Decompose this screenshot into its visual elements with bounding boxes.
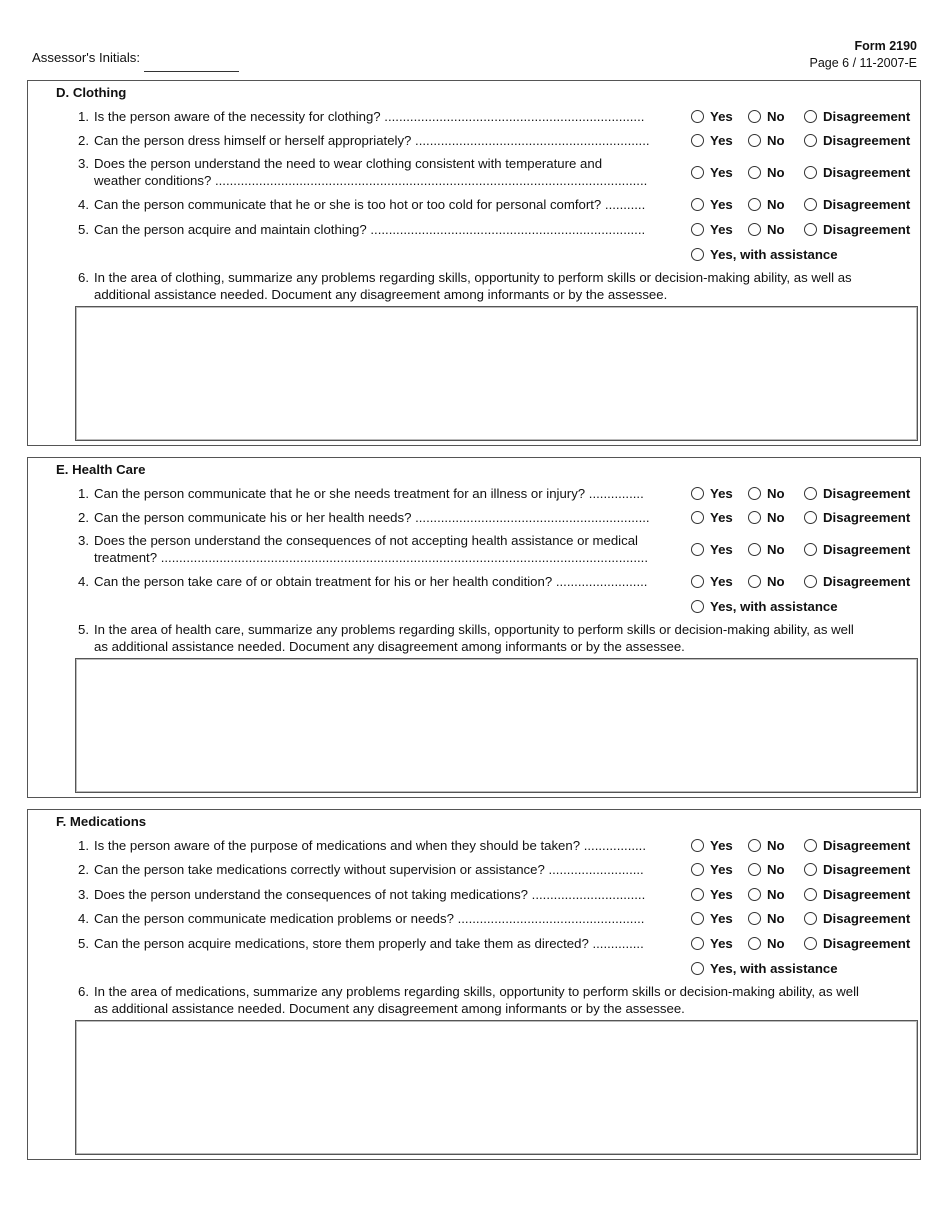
yes-label: Yes	[710, 109, 733, 124]
radio-circle-icon	[804, 839, 817, 852]
question-row	[78, 911, 682, 928]
yes-with-assistance-label: Yes, with assistance	[710, 599, 838, 614]
no-label: No	[767, 838, 785, 853]
answer-options	[691, 133, 919, 151]
summary-text-continued: as additional assistance needed. Document any disagreement among informants or by the assessee.	[94, 638, 685, 654]
disagreement-label: Disagreement	[823, 197, 911, 212]
summary-text: In the area of health care, summarize any problems regarding skills, opportunity to perform skills or decision-making ability, as well	[94, 622, 854, 637]
disagreement-label: Disagreement	[823, 109, 911, 124]
radio-circle-icon	[804, 912, 817, 925]
disagreement-radio[interactable]	[804, 887, 910, 902]
radio-circle-icon	[691, 912, 704, 925]
no-label: No	[767, 510, 785, 525]
radio-circle-icon	[691, 600, 704, 613]
yes-label: Yes	[710, 911, 733, 926]
no-radio[interactable]	[748, 911, 785, 926]
yes-label: Yes	[710, 574, 733, 589]
question-number: 1.	[78, 838, 89, 853]
radio-circle-icon	[691, 487, 704, 500]
disagreement-label: Disagreement	[823, 911, 911, 926]
disagreement-radio[interactable]	[804, 165, 910, 180]
radio-circle-icon	[748, 575, 761, 588]
question-text-continued: treatment? .....................................................................................................................................	[94, 549, 649, 565]
yes-label: Yes	[710, 197, 733, 212]
summary-text: In the area of clothing, summarize any problems regarding skills, opportunity to perform skills or decision-making ability, as well as	[94, 270, 852, 285]
question-text: Can the person communicate his or her health needs? ................................................................	[94, 510, 650, 525]
radio-circle-icon	[748, 110, 761, 123]
question-row	[78, 574, 682, 591]
question-row	[78, 838, 682, 855]
no-label: No	[767, 862, 785, 877]
disagreement-label: Disagreement	[823, 887, 911, 902]
disagreement-label: Disagreement	[823, 133, 911, 148]
yes-with-assistance-radio[interactable]	[691, 599, 838, 614]
yes-radio[interactable]	[691, 510, 733, 525]
answer-options	[691, 510, 919, 528]
radio-circle-icon	[748, 543, 761, 556]
no-radio[interactable]	[748, 936, 785, 951]
no-label: No	[767, 197, 785, 212]
answer-options	[691, 838, 919, 856]
radio-circle-icon	[691, 888, 704, 901]
radio-circle-icon	[691, 110, 704, 123]
no-label: No	[767, 165, 785, 180]
medications-summary-textarea[interactable]	[75, 1020, 918, 1155]
yes-label: Yes	[710, 862, 733, 877]
answer-options	[691, 936, 919, 954]
question-text: Can the person acquire medications, store them properly and take them as directed? ..............	[94, 936, 644, 951]
radio-circle-icon	[804, 511, 817, 524]
summary-prompt	[78, 622, 908, 655]
yes-label: Yes	[710, 887, 733, 902]
radio-circle-icon	[691, 198, 704, 211]
yes-radio[interactable]	[691, 197, 733, 212]
no-radio[interactable]	[748, 838, 785, 853]
radio-circle-icon	[691, 962, 704, 975]
disagreement-radio[interactable]	[804, 838, 910, 853]
question-text: Does the person understand the need to wear clothing consistent with temperature and	[94, 156, 603, 171]
health-care-summary-textarea[interactable]	[75, 658, 918, 793]
radio-circle-icon	[691, 248, 704, 261]
radio-circle-icon	[691, 223, 704, 236]
no-label: No	[767, 133, 785, 148]
disagreement-radio[interactable]	[804, 222, 910, 237]
no-radio[interactable]	[748, 165, 785, 180]
yes-radio[interactable]	[691, 109, 733, 124]
radio-circle-icon	[691, 937, 704, 950]
disagreement-label: Disagreement	[823, 486, 911, 501]
yes-with-assistance-radio[interactable]	[691, 961, 838, 976]
no-radio[interactable]	[748, 862, 785, 877]
question-number: 2.	[78, 133, 89, 148]
yes-radio[interactable]	[691, 838, 733, 853]
assessor-initials-field[interactable]	[144, 51, 239, 72]
radio-circle-icon	[748, 198, 761, 211]
question-text-continued: weather conditions? ......................................................................................................................	[94, 172, 648, 188]
radio-circle-icon	[748, 863, 761, 876]
yes-radio[interactable]	[691, 936, 733, 951]
no-radio[interactable]	[748, 510, 785, 525]
yes-label: Yes	[710, 222, 733, 237]
question-number: 4.	[78, 574, 89, 589]
question-row	[78, 533, 682, 566]
question-text: Can the person communicate medication problems or needs? ...................................................	[94, 911, 645, 926]
section-title: D. Clothing	[56, 85, 127, 100]
no-label: No	[767, 574, 785, 589]
section-title: F. Medications	[56, 814, 147, 829]
disagreement-label: Disagreement	[823, 838, 911, 853]
disagreement-radio[interactable]	[804, 109, 910, 124]
disagreement-label: Disagreement	[823, 165, 911, 180]
section-health-care	[27, 457, 921, 798]
disagreement-label: Disagreement	[823, 862, 911, 877]
summary-text-continued: additional assistance needed. Document any disagreement among informants or by the assessee.	[94, 286, 668, 302]
answer-options	[691, 887, 919, 905]
radio-circle-icon	[691, 511, 704, 524]
question-number: 5.	[78, 936, 89, 951]
assessor-initials-label: Assessor's Initials:	[32, 50, 141, 65]
radio-circle-icon	[691, 863, 704, 876]
yes-label: Yes	[710, 510, 733, 525]
disagreement-label: Disagreement	[823, 574, 911, 589]
yes-label: Yes	[710, 165, 733, 180]
radio-circle-icon	[748, 134, 761, 147]
question-text: Can the person communicate that he or she needs treatment for an illness or injury? ...............	[94, 486, 644, 501]
radio-circle-icon	[691, 543, 704, 556]
answer-options	[691, 862, 919, 880]
question-number: 5.	[78, 222, 89, 237]
no-radio[interactable]	[748, 574, 785, 589]
yes-radio[interactable]	[691, 542, 733, 557]
yes-label: Yes	[710, 486, 733, 501]
no-radio[interactable]	[748, 109, 785, 124]
radio-circle-icon	[748, 166, 761, 179]
yes-radio[interactable]	[691, 574, 733, 589]
disagreement-radio[interactable]	[804, 574, 910, 589]
question-number: 3.	[78, 887, 89, 902]
question-number: 6.	[78, 270, 89, 285]
question-text: Can the person acquire and maintain clothing? ...........................................................................	[94, 222, 646, 237]
summary-prompt	[78, 984, 908, 1017]
disagreement-radio[interactable]	[804, 197, 910, 212]
radio-circle-icon	[804, 888, 817, 901]
yes-radio[interactable]	[691, 887, 733, 902]
form-id	[810, 38, 917, 72]
question-row	[78, 486, 682, 503]
radio-circle-icon	[691, 166, 704, 179]
radio-circle-icon	[748, 223, 761, 236]
summary-prompt	[78, 270, 908, 303]
radio-circle-icon	[804, 110, 817, 123]
disagreement-label: Disagreement	[823, 510, 911, 525]
answer-options	[691, 109, 919, 127]
no-radio[interactable]	[748, 197, 785, 212]
disagreement-radio[interactable]	[804, 486, 910, 501]
radio-circle-icon	[748, 511, 761, 524]
radio-circle-icon	[691, 839, 704, 852]
radio-circle-icon	[804, 487, 817, 500]
disagreement-radio[interactable]	[804, 911, 910, 926]
question-number: 4.	[78, 197, 89, 212]
yes-label: Yes	[710, 838, 733, 853]
no-label: No	[767, 887, 785, 902]
radio-circle-icon	[748, 912, 761, 925]
question-text: Does the person understand the consequences of not accepting health assistance or medical	[94, 533, 638, 548]
assessor-initials	[32, 50, 239, 72]
question-text: Is the person aware of the necessity for clothing? .......................................................................	[94, 109, 645, 124]
question-number: 5.	[78, 622, 89, 637]
question-number: 4.	[78, 911, 89, 926]
no-label: No	[767, 542, 785, 557]
radio-circle-icon	[804, 198, 817, 211]
radio-circle-icon	[804, 166, 817, 179]
radio-circle-icon	[748, 888, 761, 901]
question-row	[78, 862, 682, 879]
disagreement-label: Disagreement	[823, 936, 911, 951]
yes-radio[interactable]	[691, 222, 733, 237]
radio-circle-icon	[804, 575, 817, 588]
question-row	[78, 936, 682, 953]
answer-options-assist	[691, 247, 919, 265]
yes-radio[interactable]	[691, 486, 733, 501]
radio-circle-icon	[691, 134, 704, 147]
radio-circle-icon	[804, 937, 817, 950]
no-label: No	[767, 936, 785, 951]
disagreement-radio[interactable]	[804, 862, 910, 877]
radio-circle-icon	[748, 839, 761, 852]
question-text: Can the person take care of or obtain treatment for his or her health condition? .........................	[94, 574, 648, 589]
question-row	[78, 510, 682, 527]
no-radio[interactable]	[748, 486, 785, 501]
disagreement-label: Disagreement	[823, 222, 911, 237]
question-number: 1.	[78, 486, 89, 501]
question-text: Does the person understand the consequences of not taking medications? ...............................	[94, 887, 646, 902]
no-label: No	[767, 911, 785, 926]
disagreement-radio[interactable]	[804, 936, 910, 951]
yes-with-assistance-label: Yes, with assistance	[710, 247, 838, 262]
question-text: Is the person aware of the purpose of medications and when they should be taken? .................	[94, 838, 647, 853]
section-clothing	[27, 80, 921, 446]
clothing-summary-textarea[interactable]	[75, 306, 918, 441]
question-row	[78, 197, 682, 214]
no-label: No	[767, 486, 785, 501]
answer-options	[691, 197, 919, 215]
answer-options	[691, 486, 919, 504]
question-text: Can the person dress himself or herself appropriately? ................................................................	[94, 133, 650, 148]
radio-circle-icon	[804, 223, 817, 236]
radio-circle-icon	[748, 487, 761, 500]
radio-circle-icon	[804, 863, 817, 876]
question-text: Can the person take medications correctly without supervision or assistance? ..........................	[94, 862, 644, 877]
section-title: E. Health Care	[56, 462, 146, 477]
yes-radio[interactable]	[691, 862, 733, 877]
question-number: 1.	[78, 109, 89, 124]
disagreement-radio[interactable]	[804, 133, 910, 148]
summary-text-continued: as additional assistance needed. Document any disagreement among informants or by the assessee.	[94, 1000, 685, 1016]
question-row	[78, 133, 682, 150]
question-row	[78, 156, 682, 189]
no-radio[interactable]	[748, 887, 785, 902]
yes-with-assistance-label: Yes, with assistance	[710, 961, 838, 976]
yes-label: Yes	[710, 936, 733, 951]
question-number: 2.	[78, 510, 89, 525]
form-number: Form 2190	[854, 39, 917, 53]
yes-with-assistance-radio[interactable]	[691, 247, 838, 262]
section-medications	[27, 809, 921, 1160]
yes-radio[interactable]	[691, 911, 733, 926]
answer-options	[691, 542, 919, 560]
no-label: No	[767, 222, 785, 237]
no-radio[interactable]	[748, 133, 785, 148]
answer-options	[691, 911, 919, 929]
page-info: Page 6 / 11-2007-E	[809, 56, 917, 70]
radio-circle-icon	[748, 937, 761, 950]
answer-options-assist	[691, 599, 919, 617]
answer-options	[691, 574, 919, 592]
no-radio[interactable]	[748, 222, 785, 237]
radio-circle-icon	[691, 575, 704, 588]
question-text: Can the person communicate that he or she is too hot or too cold for personal comfort? ...........	[94, 197, 646, 212]
question-number: 6.	[78, 984, 89, 999]
answer-options	[691, 165, 919, 183]
answer-options-assist	[691, 961, 919, 979]
summary-text: In the area of medications, summarize any problems regarding skills, opportunity to perform skills or decision-making ability, as well	[94, 984, 859, 999]
radio-circle-icon	[804, 134, 817, 147]
disagreement-radio[interactable]	[804, 510, 910, 525]
yes-label: Yes	[710, 542, 733, 557]
question-row	[78, 887, 682, 904]
question-number: 2.	[78, 862, 89, 877]
no-label: No	[767, 109, 785, 124]
yes-label: Yes	[710, 133, 733, 148]
question-row	[78, 222, 682, 239]
radio-circle-icon	[804, 543, 817, 556]
question-number: 3.	[78, 533, 89, 548]
question-number: 3.	[78, 156, 89, 171]
question-row	[78, 109, 682, 126]
disagreement-label: Disagreement	[823, 542, 911, 557]
yes-radio[interactable]	[691, 165, 733, 180]
answer-options	[691, 222, 919, 240]
yes-radio[interactable]	[691, 133, 733, 148]
no-radio[interactable]	[748, 542, 785, 557]
disagreement-radio[interactable]	[804, 542, 910, 557]
